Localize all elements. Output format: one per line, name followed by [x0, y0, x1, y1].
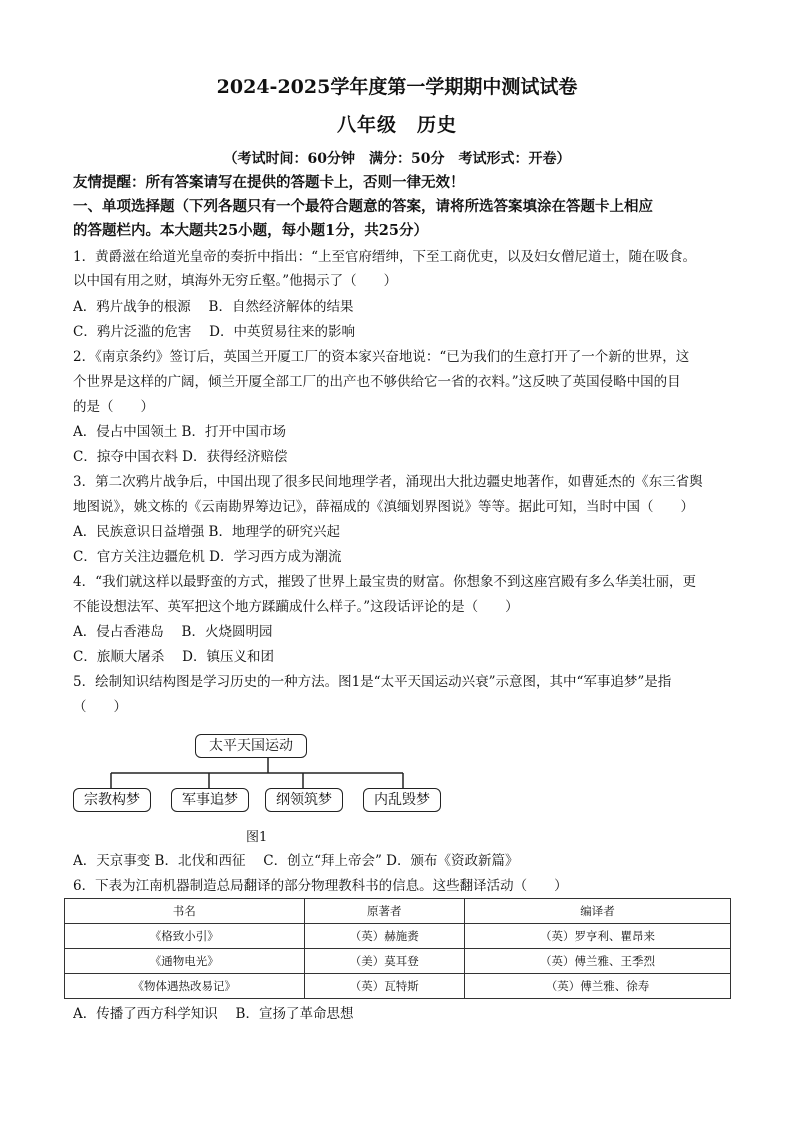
question-5-line2: （ ） — [73, 699, 127, 715]
question-4-line2: 不能设想法军、英军把这个地方蹂躏成什么样子。”这段话评论的是（ ） — [73, 599, 519, 615]
table-cell: （英）傅兰雅、王季烈 — [465, 949, 731, 974]
table-header: 书名 — [65, 899, 305, 924]
question-3-line1: 3．第二次鸦片战争后，中国出现了很多民间地理学者，涌现出大批边疆史地著作，如曹延杰的《东三省舆 — [73, 474, 703, 490]
table-row — [65, 924, 731, 949]
exam-title: 2024-2025学年度第一学期期中测试试卷 — [216, 76, 578, 98]
diagram-child-1: 宗教构梦 — [73, 788, 151, 812]
question-3-line2: 地图说》，姚文栋的《云南勘界筹边记》，薛福成的《滇缅划界图说》等等。据此可知，当时中国（ ） — [73, 499, 694, 515]
table-cell: （美）莫耳登 — [304, 949, 464, 974]
table-cell: 《物体遇热改易记》 — [65, 974, 305, 999]
question-6-options: A．传播了西方科学知识 B．宣扬了革命思想 — [73, 1006, 354, 1022]
question-5-options: A．天京事变 B．北伐和西征 C．创立“拜上帝会” D．颁布《资政新篇》 — [73, 853, 519, 869]
question-4-options-ab: A．侵占香港岛 B．火烧圆明园 — [73, 624, 273, 640]
table-row — [65, 949, 731, 974]
question-2-line2: 个世界是这样的广阔，倾兰开厦全部工厂的出产也不够供给它一省的衣料。”这反映了英国侵略中国的目 — [73, 374, 681, 390]
question-2-line3: 的是（ ） — [73, 399, 154, 415]
table-cell: （英）傅兰雅、徐寿 — [465, 974, 731, 999]
question-6-line1: 6．下表为江南机器制造总局翻译的部分物理教科书的信息。这些翻译活动（ ） — [73, 878, 568, 894]
question-2-options-ab: A．侵占中国领土 B．打开中国市场 — [73, 424, 286, 440]
figure-caption: 图1 — [246, 830, 268, 845]
exam-subtitle: 八年级 历史 — [336, 114, 457, 136]
knowledge-structure-diagram — [73, 730, 453, 820]
exam-info: （考试时间：60分钟 满分：50分 考试形式：开卷） — [223, 151, 571, 167]
question-3-options-cd: C．官方关注边疆危机 D．学习西方成为潮流 — [73, 549, 342, 565]
diagram-child-2: 军事追梦 — [171, 788, 249, 812]
question-5-line1: 5．绘制知识结构图是学习历史的一种方法。图1是“太平天国运动兴衰”示意图，其中“军事追梦”是指 — [73, 674, 672, 690]
table-header: 编译者 — [465, 899, 731, 924]
section-heading-line1: 一、单项选择题（下列各题只有一个最符合题意的答案，请将所选答案填涂在答题卡上相应 — [73, 198, 653, 215]
table-header-row — [65, 899, 731, 924]
table-cell: （英）赫施赉 — [304, 924, 464, 949]
table-cell: 《格致小引》 — [65, 924, 305, 949]
question-1-options-ab: A．鸦片战争的根源 B．自然经济解体的结果 — [73, 299, 354, 315]
question-3-options-ab: A．民族意识日益增强 B．地理学的研究兴起 — [73, 524, 340, 540]
question-4-line1: 4．“我们就这样以最野蛮的方式，摧毁了世界上最宝贵的财富。你想象不到这座宫殿有多么华美壮丽，更 — [73, 574, 696, 590]
table-cell: 《通物电光》 — [65, 949, 305, 974]
question-1-line2: 以中国有用之财，填海外无穷丘壑。”他揭示了（ ） — [73, 273, 398, 289]
table-cell: （英）罗亨利、瞿昂来 — [465, 924, 731, 949]
diagram-root: 太平天国运动 — [195, 734, 307, 758]
table-row — [65, 974, 731, 999]
diagram-child-3: 纲领筑梦 — [265, 788, 343, 812]
question-2-line1: 2．《南京条约》签订后，英国兰开厦工厂的资本家兴奋地说：“已为我们的生意打开了一个新的世界，这 — [73, 349, 690, 365]
table-cell: （英）瓦特斯 — [304, 974, 464, 999]
question-1-line1: 1．黄爵滋在给道光皇帝的奏折中指出：“上至官府缙绅，下至工商优吏，以及妇女僧尼道士，随在吸食。 — [73, 249, 696, 265]
translation-table — [64, 898, 731, 999]
diagram-child-4: 内乱毁梦 — [363, 788, 441, 812]
table-header: 原著者 — [304, 899, 464, 924]
question-1-options-cd: C．鸦片泛滥的危害 D．中英贸易往来的影响 — [73, 324, 355, 340]
question-2-options-cd: C．掠夺中国衣料 D．获得经济赔偿 — [73, 449, 288, 465]
question-4-options-cd: C．旅顺大屠杀 D．镇压义和团 — [73, 649, 274, 665]
notice: 友情提醒：所有答案请写在提供的答题卡上，否则一律无效！ — [73, 174, 465, 191]
section-heading-line2: 的答题栏内。本大题共25小题，每小题1分，共25分） — [73, 222, 428, 239]
